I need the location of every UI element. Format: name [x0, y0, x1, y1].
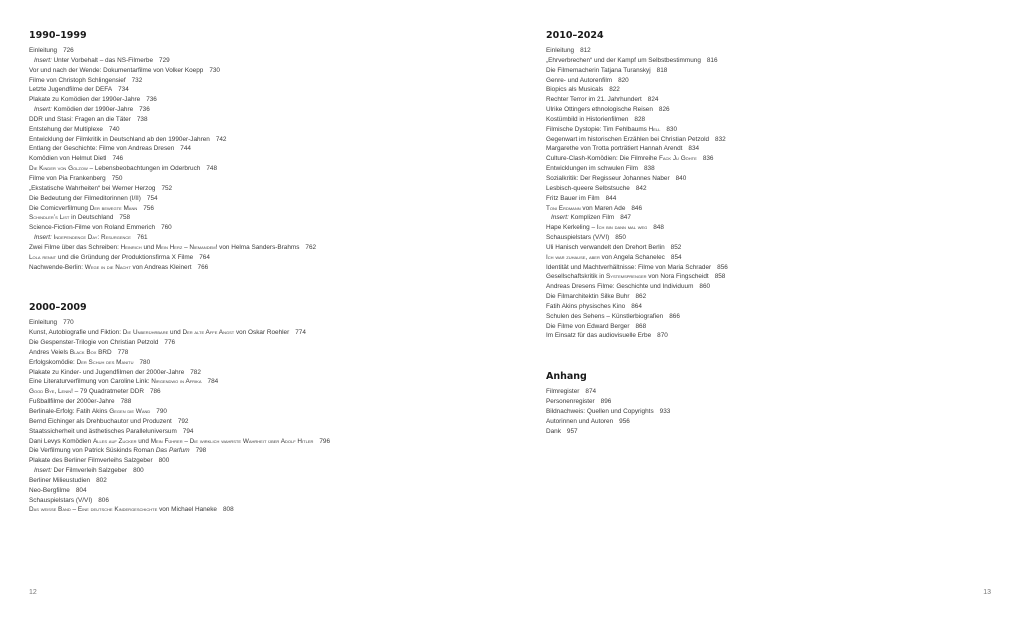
entry-title: Andreas Dresens Filme: Geschichte und Individuum [546, 283, 694, 291]
entry-page-number: 766 [197, 263, 209, 271]
entry-page-number: 854 [670, 253, 682, 261]
entry-page-number: 808 [222, 506, 234, 514]
entry-page-number: 852 [670, 243, 682, 251]
entry-title: Eine Literaturverfilmung von Caroline Link: [29, 378, 152, 386]
entry-title: Culture-Clash-Komödien: Die Filmreihe [546, 155, 659, 163]
toc-entry[interactable] [546, 427, 1006, 437]
entry-title: Die Comicverfilmung [29, 204, 90, 212]
entry-title: Heinrich [120, 243, 142, 251]
toc-entry[interactable] [546, 56, 1006, 66]
entry-title: Schauspielstars (V/VI) [546, 234, 610, 242]
entry-title: Plakate zu Kinder- und Jugendfilmen der 2000er-Jahre [29, 368, 185, 376]
entry-page-number: 806 [98, 496, 109, 504]
entry-page-number: 868 [635, 322, 647, 330]
entry-page-number: 832 [715, 135, 726, 143]
toc-entry[interactable] [546, 387, 1006, 397]
toc-entry[interactable] [546, 253, 1006, 263]
entry-page-number: 734 [118, 86, 129, 94]
toc-entry[interactable] [29, 496, 509, 506]
entry-prefix: Insert: [34, 56, 54, 64]
toc-entry[interactable] [546, 66, 1006, 76]
toc-section [546, 371, 1006, 436]
entry-title: Ich war zuhause, aber [546, 253, 600, 261]
entry-title: Lesbisch-queere Selbstsuche [546, 184, 630, 192]
toc-entry[interactable] [29, 505, 509, 515]
toc-section [546, 30, 1006, 341]
toc-sub-entry[interactable] [29, 233, 509, 243]
entry-page-number: 858 [714, 273, 726, 281]
entry-title: Komödien von Helmut Dietl [29, 155, 107, 163]
entry-title: Wege in die Nacht [84, 263, 131, 271]
entry-page-number: 764 [199, 253, 210, 261]
entry-page-number: 826 [658, 106, 670, 114]
toc-entry[interactable] [29, 348, 509, 358]
entry-title: Die Unberührbare [122, 329, 169, 337]
entry-page-number: 760 [161, 224, 172, 232]
entry-page-number: 744 [180, 145, 191, 153]
toc-sub-entry[interactable] [29, 56, 509, 66]
entry-page-number: 870 [657, 332, 668, 340]
toc-entry[interactable] [546, 282, 1006, 292]
entry-page-number: 796 [319, 437, 331, 445]
entry-page-number: 736 [146, 96, 157, 104]
toc-entry[interactable] [546, 95, 1006, 105]
entry-title: Komödien der 1990er-Jahre [53, 106, 134, 114]
entry-title: Ulrike Ottingers ethnologische Reisen [546, 106, 653, 114]
toc-entry[interactable] [29, 338, 509, 348]
entry-title: von Andreas Kleinert [130, 263, 192, 271]
entry-title: Bernd Eichinger als Drehbuchautor und Produzent [29, 417, 172, 425]
toc-entry[interactable] [29, 144, 509, 154]
toc-sub-entry[interactable] [546, 213, 1006, 223]
entry-page-number: 834 [688, 145, 700, 153]
toc-sub-entry[interactable] [29, 466, 509, 476]
entry-page-number: 956 [619, 417, 630, 425]
toc-entry[interactable] [546, 272, 1006, 282]
entry-page-number: 792 [177, 417, 189, 425]
entry-page-number: 862 [635, 293, 647, 301]
toc-entry[interactable] [29, 164, 509, 174]
toc-entry[interactable] [546, 154, 1006, 164]
toc-entry[interactable] [546, 85, 1006, 95]
toc-entry[interactable] [29, 397, 509, 407]
entry-title: – Lebensbeobachtungen im Oderbruch [87, 165, 201, 173]
toc-entry[interactable] [29, 318, 509, 328]
toc-entry[interactable] [546, 223, 1006, 233]
entry-title: Kostümbild in Historienfilmen [546, 115, 629, 123]
toc-entry[interactable] [29, 174, 509, 184]
entry-title: Der Filmverleih Salzgeber [53, 467, 128, 475]
toc-entry[interactable] [546, 263, 1006, 273]
entry-page-number: 790 [156, 408, 167, 415]
toc-entry[interactable] [29, 76, 509, 86]
entry-page-number: 836 [702, 155, 714, 163]
right-page-column [546, 30, 1006, 467]
toc-entry[interactable] [29, 243, 509, 253]
entry-page-number: 754 [146, 194, 158, 202]
entry-title: Filmische Dystopie: Tim Fehlbaums [546, 125, 649, 133]
toc-entry[interactable] [546, 302, 1006, 312]
toc-entry[interactable] [546, 397, 1006, 407]
entry-page-number: 816 [706, 56, 718, 64]
entry-page-number: 756 [143, 204, 154, 212]
toc-entry[interactable] [546, 105, 1006, 115]
entry-title: Bildnachweis: Quellen und Copyrights [546, 408, 654, 415]
section-title: 2010–2024 [546, 30, 604, 41]
entry-title: Filme von Christoph Schlingensief [29, 76, 126, 84]
entry-title: Entwicklungen im schwulen Film [546, 165, 638, 173]
entry-title: und [168, 329, 183, 337]
entry-page-number: 736 [139, 106, 150, 114]
entry-title: Andres Veiels [29, 348, 70, 356]
entry-page-number: 957 [566, 427, 578, 435]
toc-entry[interactable] [546, 184, 1006, 194]
entry-page-number: 732 [131, 76, 143, 84]
entry-prefix: Insert: [34, 106, 54, 114]
entry-title: Die Filmarchitektin Silke Buhr [546, 293, 630, 301]
entry-title: Einleitung [29, 47, 58, 54]
entry-title: Berliner Milieustudien [29, 476, 91, 484]
entry-title: von Helma Sanders-Brahms [217, 243, 300, 251]
entry-page-number: 830 [666, 125, 678, 133]
entry-page-number: 824 [647, 96, 659, 104]
left-page-column [29, 30, 509, 545]
entry-title: Science-Fiction-Filme von Roland Emmerich [29, 224, 156, 232]
toc-entry[interactable] [546, 135, 1006, 145]
entry-page-number: 742 [215, 135, 227, 143]
section-title: 2000–2009 [29, 302, 87, 314]
entry-page-number: 848 [653, 224, 664, 232]
entry-title: Komplizen Film [570, 214, 615, 222]
toc-entry[interactable] [29, 437, 509, 447]
toc-entry[interactable] [29, 125, 509, 135]
entry-title: Die Verfilmung von Patrick Süskinds Roman [29, 447, 156, 455]
entry-page-number: 802 [96, 476, 107, 484]
entry-page-number: 800 [133, 467, 144, 475]
entry-title: Biopics als Musicals [546, 86, 604, 94]
entry-title: und [136, 437, 151, 445]
page-number-right: 13 [983, 589, 991, 596]
toc-section [29, 302, 509, 515]
entry-title: Alles auf Zucker [92, 437, 137, 445]
entry-prefix: Insert: [551, 214, 571, 222]
entry-title: Systemsprenger [606, 273, 647, 281]
entry-page-number: 874 [585, 388, 597, 396]
toc-entry[interactable] [546, 46, 1006, 56]
page-number-left: 12 [29, 589, 37, 596]
toc-entry[interactable] [546, 312, 1006, 322]
entry-page-number: 896 [600, 398, 612, 406]
entry-page-number: 786 [149, 388, 161, 396]
entry-page-number: 761 [136, 234, 148, 242]
entry-title: Das Parfum [155, 447, 190, 455]
toc-entry[interactable] [546, 417, 1006, 427]
entry-title: Uli Hanisch verwandelt den Drehort Berlin [546, 243, 665, 251]
entry-page-number: 847 [620, 214, 631, 222]
entry-title: Fritz Bauer im Film [546, 194, 600, 202]
entry-page-number: 758 [119, 214, 131, 222]
entry-page-number: 782 [190, 368, 201, 376]
entry-title: Entwicklung der Filmkritik in Deutschland ab den 1990er-Jahren [29, 135, 210, 143]
entry-title: Dani Levys Komödien [29, 437, 93, 445]
entry-title: Der alte Affe Angst [182, 329, 235, 337]
toc-entry[interactable] [29, 46, 509, 56]
entry-title: Sozialkritik: Der Regisseur Johannes Naber [546, 174, 670, 182]
toc-entry[interactable] [546, 292, 1006, 302]
toc-entry[interactable] [29, 223, 509, 233]
entry-page-number: 778 [117, 348, 129, 356]
entry-page-number: 822 [609, 86, 620, 94]
toc-entry[interactable] [546, 125, 1006, 135]
entry-title: in Deutschland [69, 214, 114, 222]
entry-page-number: 770 [63, 319, 74, 327]
toc-entry[interactable] [546, 331, 1006, 341]
entry-title: Entstehung der Multiplexe [29, 125, 103, 133]
section-title: 1990–1999 [29, 30, 87, 41]
entry-title: Black Box BRD [69, 348, 112, 356]
entry-page-number: 804 [75, 486, 87, 494]
entry-title: Good Bye, Lenin! [29, 388, 73, 396]
entry-title: Personenregister [546, 398, 595, 406]
entry-title: Gegen die Wand [109, 408, 151, 415]
entry-title: von Maren Ade [580, 204, 626, 212]
entry-title: Fußballfilme der 2000er-Jahre [29, 398, 115, 406]
entry-title: „Ekstatische Wahrheiten“ bei Werner Herzog [29, 184, 156, 192]
entry-title: Im Einsatz für das audiovisuelle Erbe [546, 332, 652, 340]
toc-entry[interactable] [546, 76, 1006, 86]
entry-title: Margarethe von Trotta porträtiert Hannah Arendt [546, 145, 683, 153]
entry-page-number: 738 [136, 115, 148, 123]
entry-title: Einleitung [546, 47, 575, 54]
toc-entry[interactable] [29, 154, 509, 164]
toc-entry[interactable] [546, 144, 1006, 154]
entry-title: Entlang der Geschichte: Filme von Andreas Dresen [29, 145, 175, 153]
entry-title: Ich bin dann mal weg [596, 224, 648, 232]
section-title: Anhang [546, 371, 587, 383]
entry-title: Die Gespenster-Trilogie von Christian Petzold [29, 339, 159, 347]
entry-page-number: 933 [659, 408, 671, 415]
entry-title: Nachwende-Berlin: [29, 263, 85, 271]
entry-title: Plakate zu Komödien der 1990er-Jahre [29, 96, 141, 104]
entry-page-number: 864 [631, 302, 642, 310]
entry-title: von Angela Schanelec [599, 253, 665, 261]
toc-entry[interactable] [29, 456, 509, 466]
entry-page-number: 740 [108, 125, 120, 133]
entry-title: Die Filmemacherin Tatjana Turanskyj [546, 66, 651, 74]
toc-entry[interactable] [29, 194, 509, 204]
entry-page-number: 774 [295, 329, 306, 337]
entry-page-number: 729 [159, 56, 170, 64]
toc-entry[interactable] [546, 164, 1006, 174]
entry-title: von Nora Fingscheidt [646, 273, 709, 281]
entry-title: Mein Herz – Niemandem! [155, 243, 218, 251]
entry-title: Rechter Terror im 21. Jahrhundert [546, 96, 642, 104]
entry-page-number: 820 [618, 76, 629, 84]
entry-title: Der Schuh des Manitu [76, 358, 134, 366]
entry-title: Identität und Machtverhältnisse: Filme von Maria Schrader [546, 263, 712, 271]
entry-title: von Oskar Roehler [234, 329, 290, 337]
entry-title: Gegenwart im historischen Erzählen bei Christian Petzold [546, 135, 710, 143]
entry-title: Kunst, Autobiografie und Fiktion: [29, 329, 123, 337]
entry-title: Hape Kerkeling – [546, 224, 597, 232]
entry-page-number: 726 [63, 47, 74, 54]
toc-entry[interactable] [29, 253, 509, 263]
entry-title: „Ehrverbrechen“ und der Kampf um Selbstbestimmung [546, 56, 701, 64]
entry-page-number: 746 [112, 155, 124, 163]
entry-title: Lola rennt [29, 253, 57, 261]
entry-title: Schauspielstars (V/VI) [29, 496, 93, 504]
entry-title: Mein Führer – Die wirklich wahrste Wahrheit über Adolf Hitler [150, 437, 314, 445]
entry-prefix: Insert: [34, 467, 54, 475]
entry-title: Fack Ju Göhte [658, 155, 697, 163]
entry-page-number: 818 [656, 66, 668, 74]
entry-page-number: 866 [669, 312, 680, 320]
toc-entry[interactable] [29, 446, 509, 456]
entry-page-number: 798 [195, 447, 207, 455]
toc-entry[interactable] [29, 263, 509, 273]
toc-entry[interactable] [29, 115, 509, 125]
entry-title: Gesellschaftskritik in [546, 273, 607, 281]
entry-page-number: 788 [120, 398, 132, 406]
entry-page-number: 840 [675, 174, 687, 182]
entry-page-number: 750 [111, 174, 123, 182]
toc-entry[interactable] [29, 417, 509, 427]
entry-title: Die Kinder von Golzow [29, 165, 88, 173]
entry-page-number: 838 [644, 165, 655, 173]
entry-page-number: 794 [182, 427, 194, 435]
entry-title: von Michael Haneke [157, 506, 217, 514]
entry-title: Independence Day: Resurgence [53, 234, 131, 242]
entry-title: Dank [546, 427, 561, 435]
entry-title: Fatih Akins physisches Kino [546, 302, 626, 310]
toc-section [29, 30, 509, 272]
entry-title: Hell [648, 125, 661, 133]
entry-title: Toni Erdmann [546, 204, 581, 212]
toc-entry[interactable] [546, 407, 1006, 417]
toc-entry[interactable] [29, 486, 509, 496]
entry-title: Berlinale-Erfolg: Fatih Akins [29, 408, 110, 415]
entry-title: Filme von Pia Frankenberg [29, 174, 106, 182]
entry-page-number: 730 [209, 66, 220, 74]
entry-title: Nirgendwo in Afrika [151, 378, 202, 386]
toc-entry[interactable] [546, 115, 1006, 125]
entry-title: Das weisse Band – Eine deutsche Kindergeschichte [29, 506, 158, 514]
toc-entry[interactable] [29, 407, 509, 417]
toc-entry[interactable] [29, 387, 509, 397]
entry-page-number: 842 [635, 184, 647, 192]
toc-entry[interactable] [546, 174, 1006, 184]
entry-prefix: Insert: [34, 234, 54, 242]
toc-entry[interactable] [29, 213, 509, 223]
toc-sub-entry[interactable] [29, 105, 509, 115]
toc-entry[interactable] [29, 358, 509, 368]
entry-title: Staatssicherheit und ästhetisches Paralleluniversum [29, 427, 177, 435]
toc-entry[interactable] [29, 476, 509, 486]
entry-title: Genre- und Autorenfilm [546, 76, 613, 84]
entry-title: Neo-Bergfilme [29, 486, 70, 494]
entry-title: Erfolgskomödie: [29, 358, 77, 366]
toc-entry[interactable] [29, 66, 509, 76]
entry-page-number: 850 [615, 234, 626, 242]
entry-title: Unter Vorbehalt – das NS-Filmerbe [53, 56, 154, 64]
toc-entry[interactable] [546, 194, 1006, 204]
entry-title: Die Filme von Edward Berger [546, 322, 630, 330]
toc-entry[interactable] [29, 95, 509, 105]
entry-title: Schulen des Sehens – Künstlerbiografien [546, 312, 664, 320]
entry-title: – 79 Quadratmeter DDR [72, 388, 144, 396]
entry-title: Plakate des Berliner Filmverleihs Salzgeber [29, 457, 153, 465]
entry-page-number: 812 [580, 47, 591, 54]
entry-page-number: 784 [207, 378, 219, 386]
entry-page-number: 828 [634, 115, 646, 123]
entry-title: Vor und nach der Wende: Dokumentarfilme von Volker Koepp [29, 66, 204, 74]
toc-entry[interactable] [546, 322, 1006, 332]
toc-entry[interactable] [29, 328, 509, 338]
entry-page-number: 856 [717, 263, 728, 271]
entry-title: Die Bedeutung der Filmeditorinnen (I/II) [29, 194, 141, 202]
toc-entry[interactable] [29, 85, 509, 95]
entry-page-number: 780 [139, 358, 151, 366]
entry-page-number: 800 [158, 457, 170, 465]
entry-title: Der bewegte Mann [89, 204, 138, 212]
toc-entry[interactable] [29, 427, 509, 437]
entry-title: Schindler’s List [29, 214, 70, 222]
entry-page-number: 860 [699, 283, 711, 291]
toc-entry[interactable] [29, 204, 509, 214]
entry-title: Einleitung [29, 319, 58, 327]
entry-title: Filmregister [546, 388, 580, 396]
toc-entry[interactable] [29, 377, 509, 387]
entry-title: Autorinnen und Autoren [546, 417, 614, 425]
entry-page-number: 752 [161, 184, 173, 192]
entry-title: und die Gründung der Produktionsfirma X Filme [56, 253, 194, 261]
toc-entry[interactable] [29, 184, 509, 194]
entry-title: Letzte Jugendfilme der DEFA [29, 86, 113, 94]
toc-entry[interactable] [546, 204, 1006, 214]
toc-entry[interactable] [29, 135, 509, 145]
entry-page-number: 748 [206, 165, 218, 173]
entry-title: DDR und Stasi: Fragen an die Täter [29, 115, 131, 123]
toc-entry[interactable] [546, 243, 1006, 253]
entry-page-number: 762 [305, 243, 317, 251]
toc-entry[interactable] [546, 233, 1006, 243]
entry-title: und [141, 243, 156, 251]
toc-entry[interactable] [29, 368, 509, 378]
entry-title: Zwei Filme über das Schreiben: [29, 243, 121, 251]
entry-page-number: 844 [605, 194, 617, 202]
entry-page-number: 776 [164, 339, 176, 347]
entry-page-number: 846 [631, 204, 643, 212]
